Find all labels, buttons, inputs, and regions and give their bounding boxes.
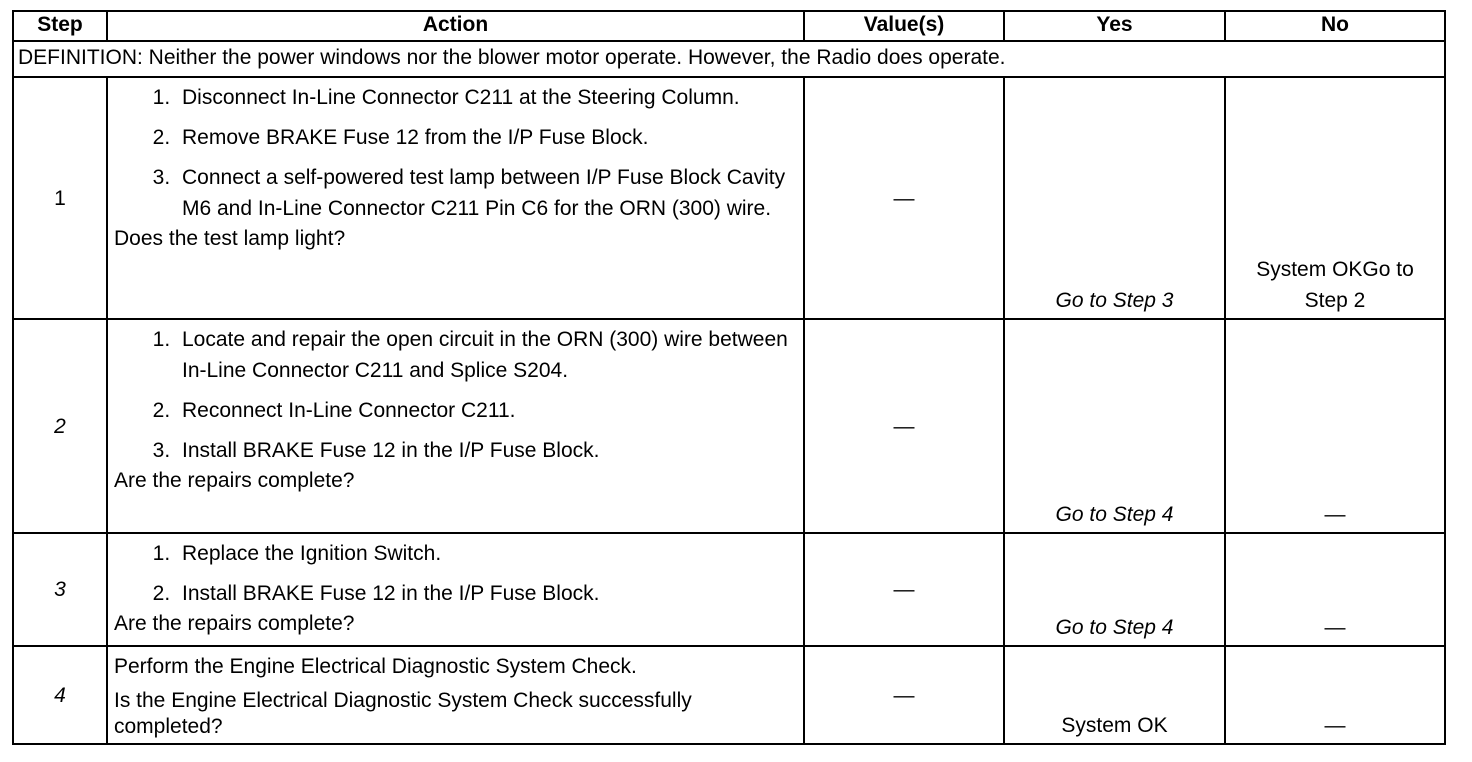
diagnostic-table [12,10,1446,745]
action-item: 3. Install BRAKE Fuse 12 in the I/P Fuse Block. [176,435,795,466]
question-text: Does the test lamp light? [114,227,346,250]
step-number: 3 [13,533,107,646]
definition-text: DEFINITION: Neither the power windows nor the blower motor operate. However, the Radio does operate. [13,41,1445,77]
action-item: 2. Remove BRAKE Fuse 12 from the I/P Fuse Block. [176,122,795,153]
action-cell [107,77,804,319]
header-action: Action [107,11,804,41]
statement-text: Perform the Engine Electrical Diagnostic System Check. [114,655,637,678]
action-cell [107,533,804,646]
question-text: Are the repairs complete? [114,612,355,635]
no-cell: — [1225,533,1445,646]
no-cell: — [1225,646,1445,744]
header-step: Step [13,11,107,41]
action-item: 1. Disconnect In-Line Connector C211 at the Steering Column. [176,82,795,113]
no-cell: — [1225,319,1445,533]
question-text: Is the Engine Electrical Diagnostic System Check successfully completed? [114,689,692,738]
value-dash: — [893,683,915,707]
step-number: 4 [13,646,107,744]
step-number: 2 [13,319,107,533]
header-yes: Yes [1004,11,1225,41]
value-dash: — [893,186,915,210]
table-row [13,77,1445,319]
action-item: 1. Replace the Ignition Switch. [176,538,795,569]
action-list [114,82,795,224]
table-row [13,646,1445,744]
yes-cell: Go to Step 3 [1004,77,1225,319]
yes-cell: Go to Step 4 [1004,533,1225,646]
header-row [13,11,1445,41]
header-values: Value(s) [804,11,1004,41]
yes-cell: System OK [1004,646,1225,744]
action-cell [107,319,804,533]
action-item: 2. Install BRAKE Fuse 12 in the I/P Fuse Block. [176,578,795,609]
step-number: 1 [13,77,107,319]
value-cell [804,319,1004,533]
question-text: Are the repairs complete? [114,469,355,492]
action-item: 1. Locate and repair the open circuit in the ORN (300) wire between In-Line Connector C211 and Splice S204. [176,324,795,386]
header-no: No [1225,11,1445,41]
value-cell [804,533,1004,646]
action-cell [107,646,804,744]
action-item: 3. Connect a self-powered test lamp between I/P Fuse Block Cavity M6 and In-Line Connector C211 Pin C6 for the ORN (300) wire. [176,162,795,224]
value-dash: — [893,414,915,438]
action-item: 2. Reconnect In-Line Connector C211. [176,395,795,426]
value-cell [804,77,1004,319]
value-cell [804,646,1004,744]
no-cell: System OKGo to Step 2 [1225,77,1445,319]
action-list [114,324,795,466]
yes-cell: Go to Step 4 [1004,319,1225,533]
table-row [13,533,1445,646]
diagnostic-page [12,10,1446,745]
table-row [13,319,1445,533]
definition-row [13,41,1445,77]
action-list [114,538,795,609]
value-dash: — [893,578,915,601]
